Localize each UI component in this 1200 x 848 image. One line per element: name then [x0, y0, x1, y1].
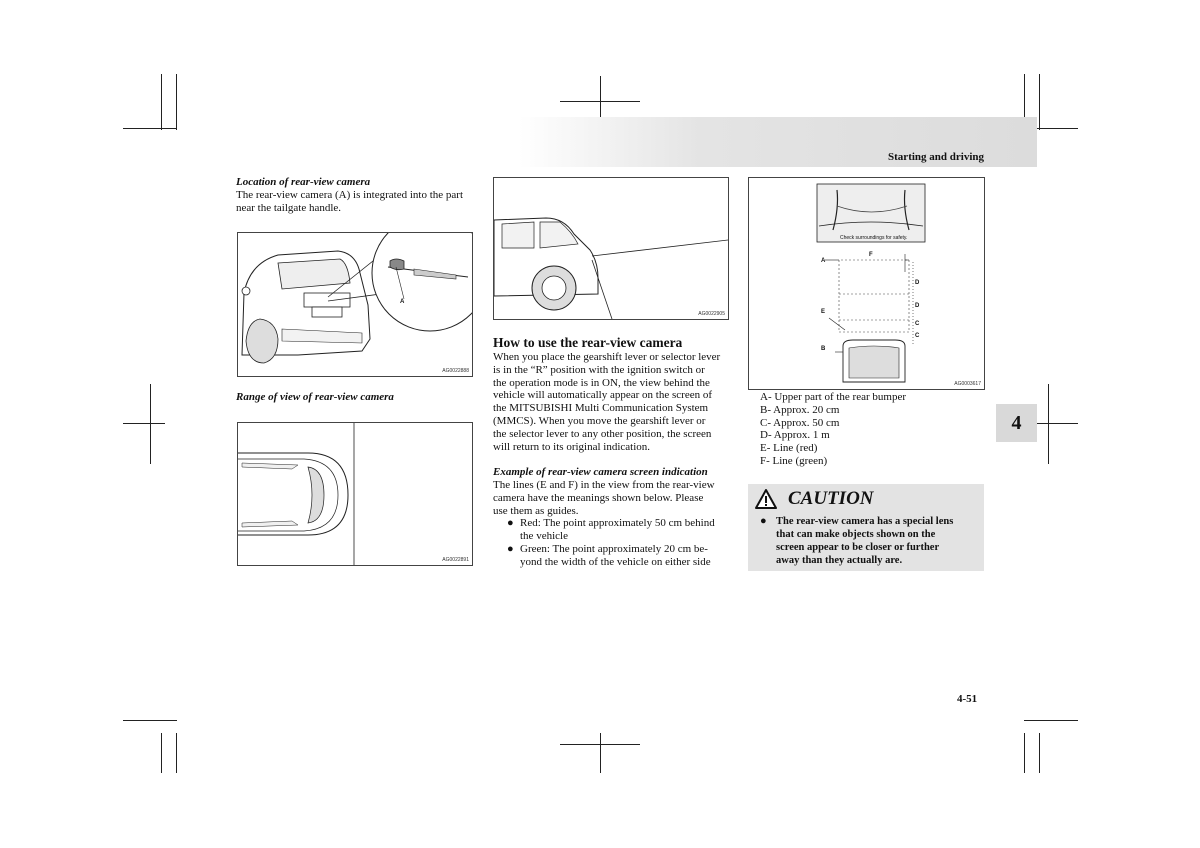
caution-line: The rear-view camera has a special lens [776, 516, 954, 527]
label-c: C [915, 333, 920, 339]
para-line: the selector lever to any other position, the screen [493, 427, 712, 440]
bullet-dot: ● [760, 515, 767, 527]
para-line: use them as guides. [493, 504, 579, 517]
para-line: camera have the meanings shown below. Please [493, 491, 704, 504]
warning-triangle-icon [754, 488, 778, 510]
label-b: B [821, 346, 826, 352]
label-c: C [915, 321, 920, 327]
crop-mark [560, 101, 640, 102]
crop-mark [161, 74, 162, 130]
crop-mark [176, 74, 177, 130]
label-f: F [869, 252, 873, 258]
subheading-example: Example of rear-view camera screen indication [493, 466, 708, 478]
crop-mark [1048, 384, 1049, 464]
legend-item: A- Upper part of the rear bumper [760, 391, 906, 403]
bullet-line: Green: The point approximately 20 cm be- [520, 542, 708, 555]
para-line: vehicle will automatically appear on the screen of [493, 389, 712, 402]
callout-a: A [400, 299, 405, 305]
bullet-green [493, 543, 728, 569]
para-location-line: The rear-view camera (A) is integrated into the part [236, 188, 464, 201]
crop-mark [1039, 74, 1040, 130]
crop-mark [1039, 733, 1040, 773]
bullet-dot: ● [507, 517, 514, 530]
crop-mark [600, 733, 601, 773]
para-location-line: near the tailgate handle. [236, 201, 342, 214]
crop-mark [150, 384, 151, 464]
figure-screen-guides [748, 177, 985, 390]
para-line: (MMCS). When you move the gearshift lever or [493, 414, 706, 427]
column-1-intro [236, 176, 474, 214]
crop-mark [1024, 733, 1025, 773]
crop-mark [560, 744, 640, 745]
caution-body [758, 515, 980, 567]
label-a: A [821, 258, 826, 264]
range-of-view-illustration [238, 423, 472, 565]
crop-mark [123, 720, 177, 721]
figure-camera-view-angle [493, 177, 729, 320]
legend-list [760, 391, 980, 468]
page-number: 4-51 [957, 693, 978, 705]
label-d: D [915, 280, 920, 286]
para-how-to-use [493, 351, 728, 453]
caution-line: screen appear to be closer or further [776, 542, 940, 553]
heading-how-to-use: How to use the rear-view camera [493, 335, 683, 350]
legend-item: E- Line (red) [760, 442, 818, 455]
legend-item: B- Approx. 20 cm [760, 403, 840, 416]
caution-line: that can make objects shown on the [776, 529, 936, 540]
para-line: the MITSUBISHI Multi Communication System [493, 402, 709, 415]
section-title: Starting and driving [888, 151, 984, 163]
caution-title: CAUTION [788, 488, 874, 509]
para-line: When you place the gearshift lever or selector lever [493, 351, 721, 363]
para-line: the operation mode is in ON, the view behind the [493, 376, 710, 389]
bullet-red [493, 517, 728, 543]
para-line: The lines (E and F) in the view from the rear-view [493, 479, 715, 491]
crop-mark [176, 733, 177, 773]
para-lines-meaning [493, 479, 728, 569]
caution-text [758, 515, 980, 567]
heading-location: Location of rear-view camera [236, 176, 371, 188]
figure-camera-location [237, 232, 473, 377]
heading-range: Range of view of rear-view camera [236, 391, 394, 403]
legend-item: F- Line (green) [760, 454, 828, 467]
camera-view-angle-illustration [494, 178, 728, 319]
crop-mark [123, 128, 177, 129]
figure-range-of-view [237, 422, 473, 566]
caution-box [748, 484, 984, 571]
figure-code: AG0022905 [698, 311, 725, 317]
crop-mark [161, 733, 162, 773]
crop-mark [1036, 423, 1078, 424]
para-line: will return to its original indication. [493, 440, 651, 453]
screen-caption: Check surroundings for safety. [840, 235, 908, 241]
figure-code: AG0022888 [442, 368, 469, 374]
figure-code: AG0022891 [442, 557, 469, 563]
caution-line: away than they actually are. [776, 555, 903, 566]
legend-item: C- Approx. 50 cm [760, 416, 840, 429]
crop-mark [1024, 720, 1078, 721]
label-e: E [821, 309, 826, 315]
legend-item: D- Approx. 1 m [760, 429, 830, 442]
bullet-line: the vehicle [520, 530, 568, 543]
label-d: D [915, 303, 920, 309]
chapter-tab: 4 [996, 404, 1037, 442]
screen-guides-illustration [749, 178, 984, 389]
bullet-dot: ● [507, 542, 514, 555]
bullet-line: Red: The point approximately 50 cm behind [520, 517, 715, 530]
figure-code: AG0003617 [954, 381, 981, 387]
bullet-line: yond the width of the vehicle on either side [520, 555, 711, 568]
crop-mark [123, 423, 165, 424]
para-line: is in the “R” position with the ignition switch or [493, 363, 705, 376]
car-rear-illustration [238, 233, 472, 376]
